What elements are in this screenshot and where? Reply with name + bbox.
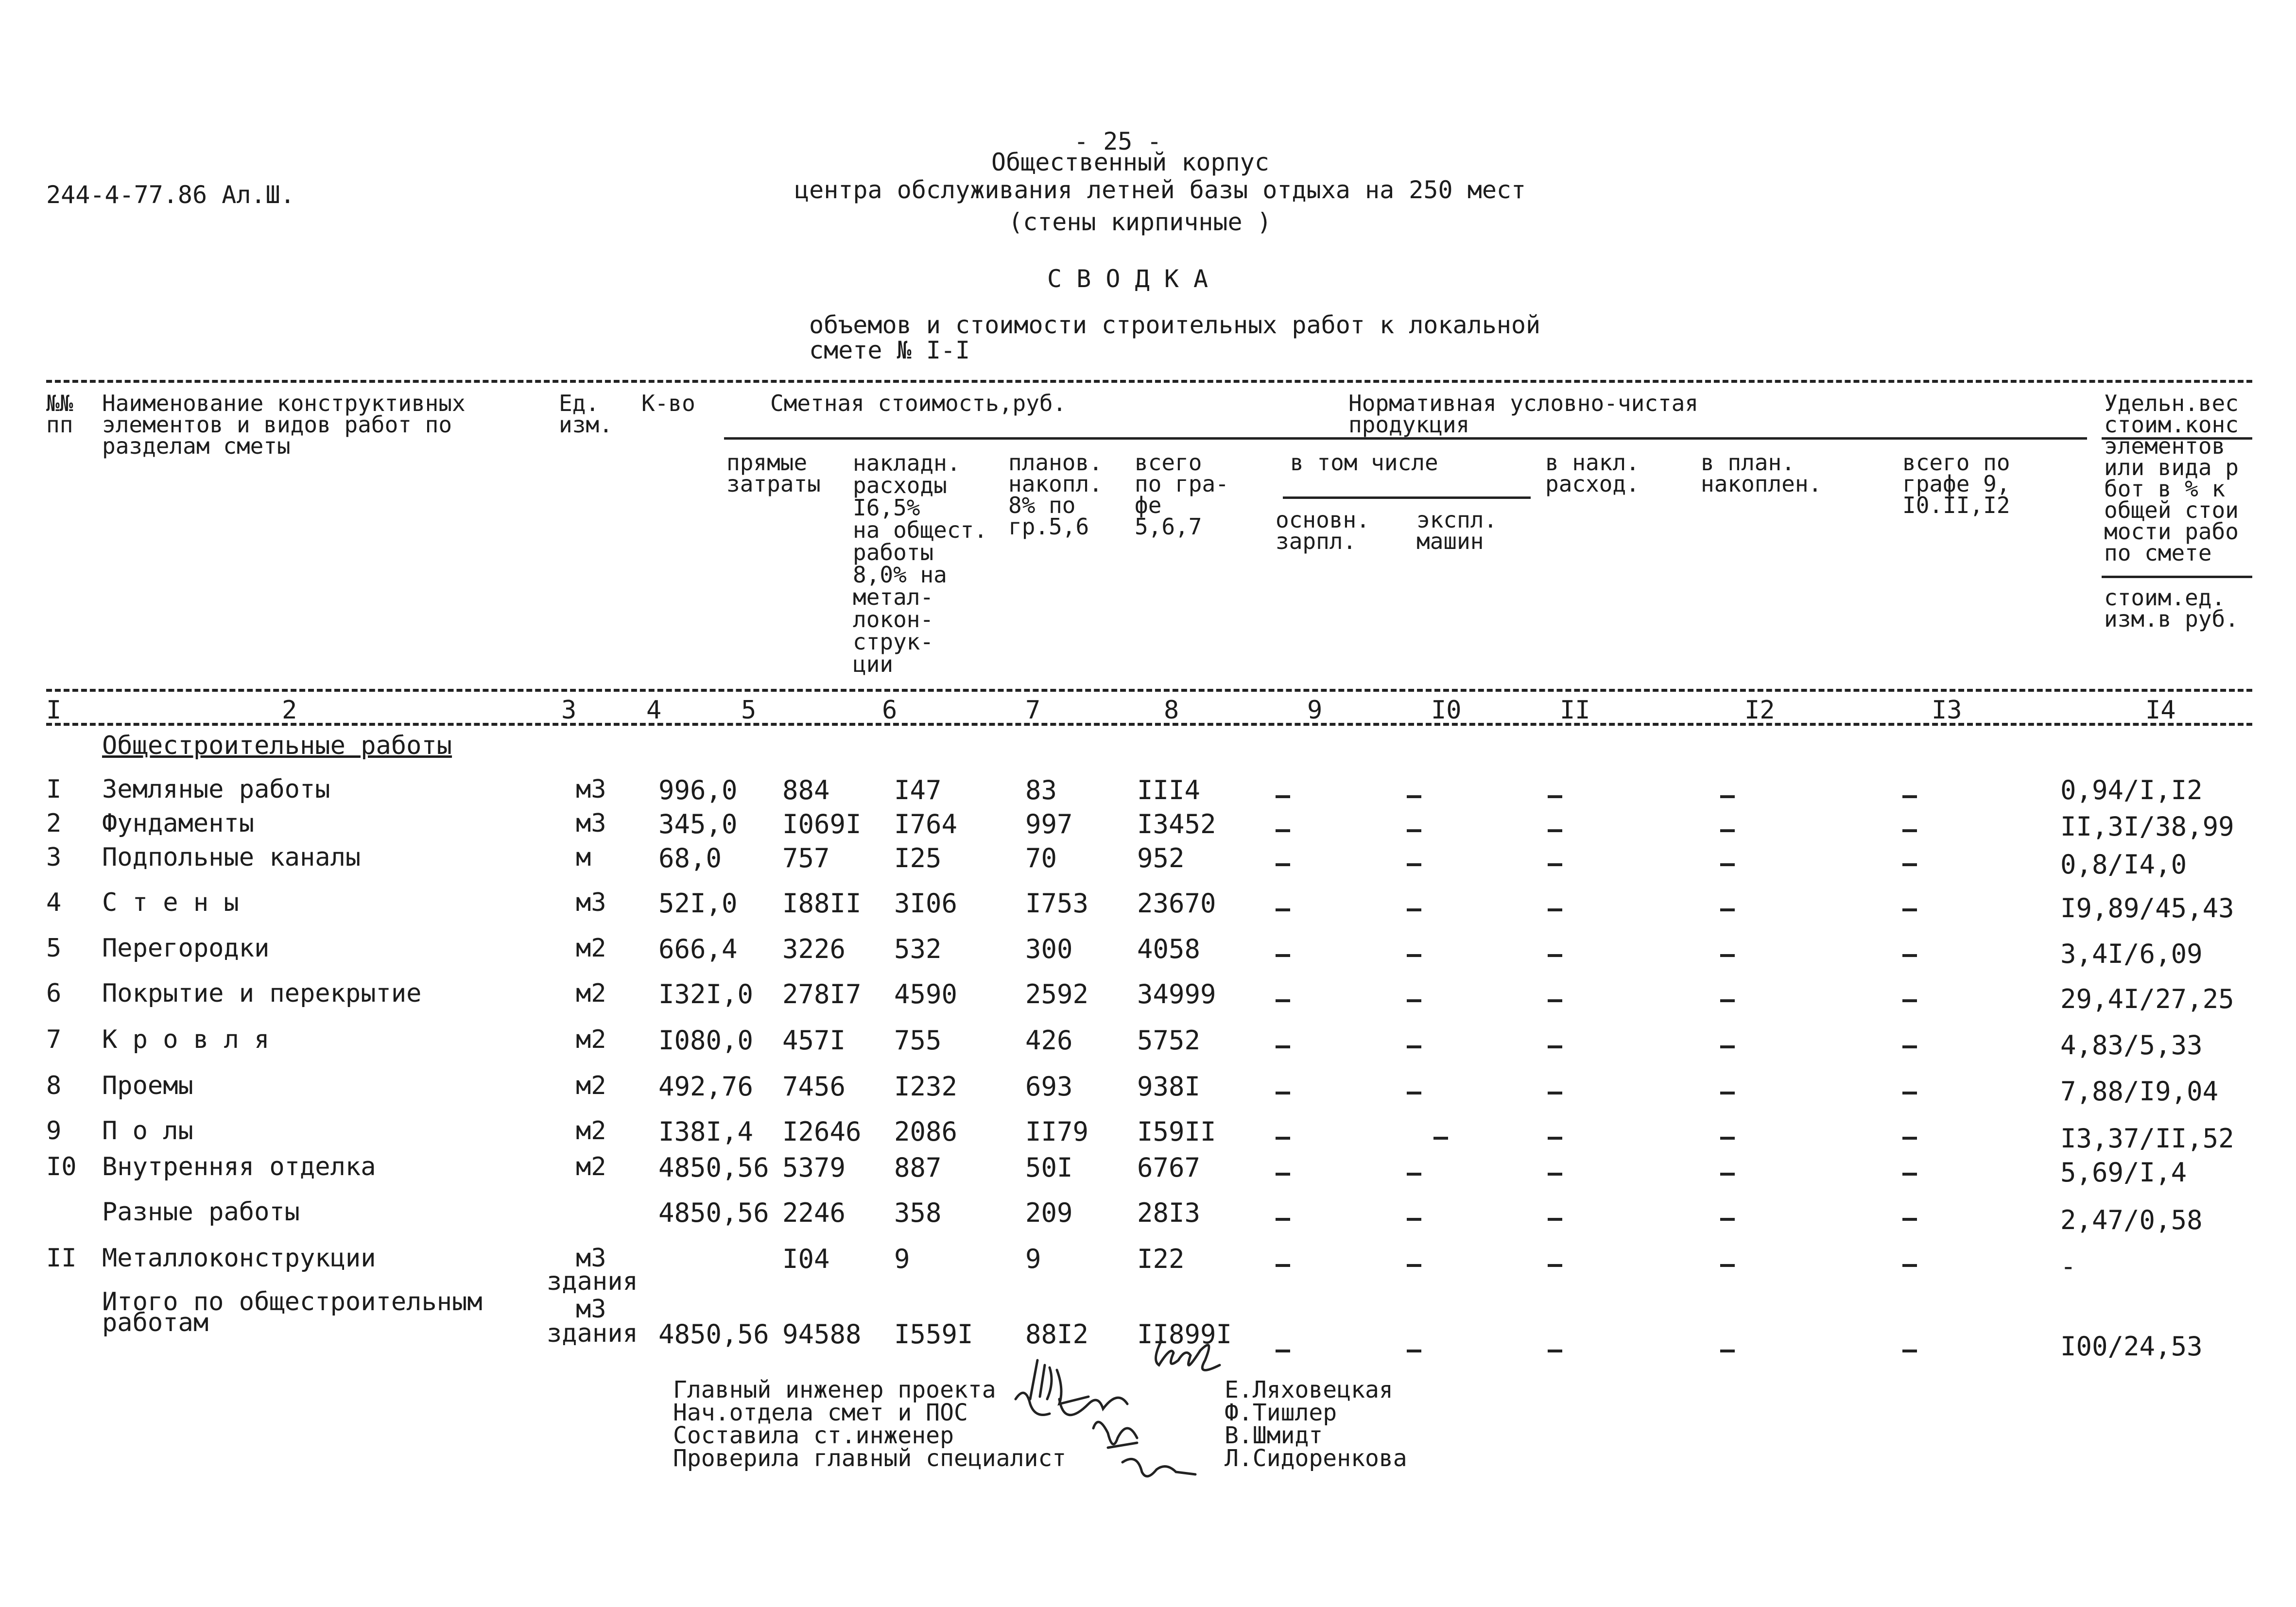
row-overhead: I764 (894, 809, 958, 839)
row-planned: 693 (1025, 1071, 1073, 1102)
header-machines: экспл. машин (1416, 507, 1498, 554)
total-direct: 94588 (782, 1319, 862, 1350)
empty-cell-dash (1276, 863, 1290, 866)
row-number: I (46, 775, 62, 804)
column-number: I (46, 696, 62, 725)
row-unit: м2 (576, 1071, 606, 1100)
header-wages: основн. зарпл. (1276, 507, 1370, 554)
empty-cell-dash (1720, 1264, 1735, 1267)
empty-cell-dash (1720, 1218, 1735, 1221)
empty-cell-dash (1548, 1264, 1562, 1267)
row-name: С т е н ы (102, 888, 239, 917)
header-direct: прямые затраты (726, 449, 821, 497)
row-total: 23670 (1137, 888, 1216, 919)
row-overhead: I232 (894, 1071, 958, 1102)
header-specific: Удельн.вес стоим.конс элементов или вида р бот в % к общей стои мости рабо по смете (2104, 390, 2239, 566)
total-qty: 4850,56 (658, 1319, 769, 1350)
empty-cell-dash (1720, 795, 1735, 798)
row-unit: м3 (576, 888, 606, 917)
column-number: 8 (1164, 696, 1179, 725)
column-number: 5 (741, 696, 757, 725)
column-number: I2 (1744, 696, 1775, 725)
incl-rule (1283, 496, 1531, 499)
total-name-line-2: работам (102, 1308, 209, 1337)
page-number: - 25 - (1074, 127, 1162, 155)
row-qty: 345,0 (658, 809, 738, 839)
subheading-line-1: объемов и стоимости строительных работ к локальной (809, 311, 1541, 339)
empty-cell-dash (1548, 1137, 1562, 1140)
row-overhead: I25 (894, 843, 942, 873)
empty-cell-dash (1548, 795, 1562, 798)
row-specific: 4,83/5,33 (2060, 1030, 2203, 1060)
empty-cell-dash (1407, 908, 1421, 911)
row-qty: 52I,0 (658, 888, 738, 919)
row-number: 8 (46, 1071, 62, 1100)
empty-cell-dash (1276, 1092, 1290, 1094)
row-unit: м2 (576, 1025, 606, 1054)
total-specific: I00/24,53 (2060, 1331, 2203, 1362)
row-number: 6 (46, 979, 62, 1008)
empty-cell-dash (1548, 908, 1562, 911)
title-line-3: (стены кирпичные ) (1008, 208, 1272, 236)
empty-cell-dash (1407, 999, 1421, 1002)
header-name: Наименование конструктивных элементов и видов работ по разделам сметы (102, 390, 466, 459)
row-specific: I9,89/45,43 (2060, 893, 2234, 923)
row-total: 5752 (1137, 1025, 1201, 1056)
row-planned: 83 (1025, 775, 1057, 805)
row-direct: 5379 (782, 1152, 846, 1183)
row-number: 5 (46, 934, 62, 963)
header-overhead: накладн. расходы I6,5% на общест. работы 8,0% на метал- локон- струк- ции (853, 450, 987, 677)
row-unit-line-2: здания (547, 1267, 638, 1296)
empty-cell-dash (1720, 863, 1735, 866)
empty-cell-dash (1548, 1092, 1562, 1094)
header-incl: в том числе (1290, 449, 1438, 476)
row-specific: - (2060, 1251, 2076, 1282)
header-norm-group: Нормативная условно-чистая продукция (1348, 390, 1699, 438)
row-total: I22 (1137, 1244, 1185, 1274)
row-total: 952 (1137, 843, 1185, 873)
empty-cell-dash (1720, 1045, 1735, 1048)
column-number: 9 (1307, 696, 1323, 725)
empty-cell-dash (1548, 829, 1562, 832)
total-unit-line-1: м3 (576, 1295, 606, 1324)
total-dash-9 (1276, 1350, 1290, 1352)
empty-cell-dash (1276, 1173, 1290, 1176)
row-number: I0 (46, 1152, 77, 1181)
row-planned: 50I (1025, 1152, 1073, 1183)
row-name: Покрытие и перекрытие (102, 979, 422, 1008)
row-direct: 2246 (782, 1197, 846, 1228)
total-sum: II899I (1137, 1319, 1232, 1350)
row-number: 3 (46, 843, 62, 872)
row-number: 4 (46, 888, 62, 917)
row-overhead: 2086 (894, 1116, 958, 1147)
row-qty: I32I,0 (658, 979, 754, 1009)
empty-cell-dash (1902, 999, 1917, 1002)
row-qty: 4850,56 (658, 1197, 769, 1228)
empty-cell-dash (1548, 954, 1562, 957)
row-specific: II,3I/38,99 (2060, 811, 2234, 842)
subheading-line-2: смете № I-I (809, 336, 970, 364)
handwritten-signatures (991, 1331, 1234, 1487)
row-name: Перегородки (102, 934, 270, 963)
empty-cell-dash (1902, 1173, 1917, 1176)
title-line-2: центра обслуживания летней базы отдыха на 250 мест (794, 176, 1526, 204)
row-qty: 996,0 (658, 775, 738, 805)
empty-cell-dash (1407, 795, 1421, 798)
row-name: К р о в л я (102, 1025, 270, 1054)
row-direct: 757 (782, 843, 830, 873)
row-name: Внутренняя отделка (102, 1152, 376, 1181)
row-number: 9 (46, 1116, 62, 1145)
row-unit: м3 (576, 809, 606, 838)
row-planned: 997 (1025, 809, 1073, 839)
column-number: I4 (2145, 696, 2176, 725)
row-qty: 68,0 (658, 843, 722, 873)
row-total: I59II (1137, 1116, 1216, 1147)
empty-cell-dash (1720, 1092, 1735, 1094)
empty-cell-dash (1902, 1218, 1917, 1221)
row-number: 7 (46, 1025, 62, 1054)
empty-cell-dash (1720, 999, 1735, 1002)
row-specific: I3,37/II,52 (2060, 1123, 2234, 1154)
row-planned: 426 (1025, 1025, 1073, 1056)
row-unit: м2 (576, 979, 606, 1008)
empty-cell-dash (1902, 1045, 1917, 1048)
row-specific: 2,47/0,58 (2060, 1205, 2203, 1235)
row-overhead: 358 (894, 1197, 942, 1228)
row-specific: 5,69/I,4 (2060, 1157, 2187, 1188)
total-name-line-1: Итого по общестроительным (102, 1287, 483, 1316)
empty-cell-dash (1902, 795, 1917, 798)
total-planned: 88I2 (1025, 1319, 1089, 1350)
empty-cell-dash (1720, 908, 1735, 911)
section-title: Общестроительные работы (102, 731, 452, 760)
empty-cell-dash (1902, 908, 1917, 911)
empty-cell-dash (1407, 1045, 1421, 1048)
row-planned: 209 (1025, 1197, 1073, 1228)
cost-group-rule (724, 437, 1288, 440)
table-top-rule (46, 380, 2252, 383)
signature-roles: Главный инженер проекта Нач.отдела смет и ПОС Составила ст.инженер Проверила главный специалист (673, 1376, 1067, 1472)
row-qty: I080,0 (658, 1025, 754, 1056)
total-unit-line-2: здания (547, 1319, 638, 1348)
row-number: II (46, 1244, 77, 1273)
row-unit: м3 (576, 775, 606, 804)
empty-cell-dash (1276, 829, 1290, 832)
column-number: 3 (561, 696, 577, 725)
row-specific: 3,4I/6,09 (2060, 939, 2203, 969)
row-total: 28I3 (1137, 1197, 1201, 1228)
row-planned: I753 (1025, 888, 1089, 919)
header-total-cols: всего по гра- фе 5,6,7 (1135, 449, 1229, 540)
header-in-overhead: в накл. расход. (1545, 449, 1640, 497)
row-overhead: 3I06 (894, 888, 958, 919)
row-direct: 7456 (782, 1071, 846, 1102)
row-specific: 29,4I/27,25 (2060, 984, 2234, 1014)
row-direct: 457I (782, 1025, 846, 1056)
row-specific: 7,88/I9,04 (2060, 1076, 2219, 1107)
empty-cell-dash (1276, 1137, 1290, 1140)
empty-cell-dash (1407, 863, 1421, 866)
row-direct: 278I7 (782, 979, 862, 1009)
empty-cell-dash (1276, 1264, 1290, 1267)
row-direct: I04 (782, 1244, 830, 1274)
row-overhead: 887 (894, 1152, 942, 1183)
total-overhead: I559I (894, 1319, 973, 1350)
row-name: Металлоконструкции (102, 1244, 376, 1273)
header-in-planned: в план. накоплен. (1701, 449, 1822, 497)
header-total-norm: всего по графе 9, I0.II,I2 (1902, 449, 2010, 518)
empty-cell-dash (1276, 1045, 1290, 1048)
row-total: 6767 (1137, 1152, 1201, 1183)
empty-cell-dash (1276, 908, 1290, 911)
column-number: 4 (646, 696, 662, 725)
empty-cell-dash (1902, 1137, 1917, 1140)
total-dash-11 (1548, 1350, 1562, 1352)
row-qty: I38I,4 (658, 1116, 754, 1147)
empty-cell-dash (1902, 829, 1917, 832)
header-unit-cost: стоим.ед. изм.в руб. (2104, 584, 2239, 632)
header-cost-group: Сметная стоимость,руб. (770, 390, 1067, 416)
empty-cell-dash (1548, 1045, 1562, 1048)
empty-cell-dash (1407, 1092, 1421, 1094)
row-planned: 300 (1025, 934, 1073, 964)
empty-cell-dash (1548, 999, 1562, 1002)
row-unit: м2 (576, 934, 606, 963)
column-number: 7 (1025, 696, 1041, 725)
row-total: 34999 (1137, 979, 1216, 1009)
header-bottom-rule (46, 689, 2252, 692)
empty-cell-dash (1407, 954, 1421, 957)
row-planned: 2592 (1025, 979, 1089, 1009)
empty-cell-dash (1433, 1137, 1448, 1140)
row-number: 2 (46, 809, 62, 838)
row-overhead: 532 (894, 934, 942, 964)
summary-heading: С В О Д К А (1047, 265, 1208, 293)
column-number: 6 (882, 696, 898, 725)
empty-cell-dash (1548, 1218, 1562, 1221)
row-total: I3452 (1137, 809, 1216, 839)
row-direct: I069I (782, 809, 862, 839)
row-unit: м2 (576, 1116, 606, 1145)
row-name: П о лы (102, 1116, 193, 1145)
empty-cell-dash (1276, 1218, 1290, 1221)
signature-names: Е.Ляховецкая Ф.Тишлер В.Шмидт Л.Сидоренкова (1225, 1376, 1407, 1472)
row-planned: 9 (1025, 1244, 1041, 1274)
row-direct: I88II (782, 888, 862, 919)
column-number: II (1560, 696, 1590, 725)
row-overhead: 9 (894, 1244, 910, 1274)
row-overhead: I47 (894, 775, 942, 805)
empty-cell-dash (1407, 1218, 1421, 1221)
row-name: Земляные работы (102, 775, 330, 804)
header-planned: планов. накопл. 8% по гр.5,6 (1008, 449, 1103, 540)
row-direct: I2646 (782, 1116, 862, 1147)
document-code: 244-4-77.86 Ал.Ш. (46, 181, 295, 209)
row-name: Подпольные каналы (102, 843, 361, 872)
empty-cell-dash (1720, 1173, 1735, 1176)
empty-cell-dash (1407, 1264, 1421, 1267)
row-total: 938I (1137, 1071, 1201, 1102)
row-name: Разные работы (102, 1197, 300, 1227)
header-unit: Ед. изм. (559, 390, 613, 438)
empty-cell-dash (1276, 999, 1290, 1002)
total-dash-13 (1902, 1350, 1917, 1352)
row-unit: м2 (576, 1152, 606, 1181)
empty-cell-dash (1720, 1137, 1735, 1140)
empty-cell-dash (1720, 954, 1735, 957)
row-specific: 0,94/I,I2 (2060, 775, 2203, 805)
row-planned: II79 (1025, 1116, 1089, 1147)
empty-cell-dash (1902, 1264, 1917, 1267)
column-number: I3 (1932, 696, 1962, 725)
header-num: №№ пп (46, 390, 73, 438)
empty-cell-dash (1720, 829, 1735, 832)
title-line-1: Общественный корпус (991, 148, 1269, 176)
empty-cell-dash (1276, 954, 1290, 957)
row-direct: 3226 (782, 934, 846, 964)
empty-cell-dash (1407, 1173, 1421, 1176)
column-number: 2 (282, 696, 297, 725)
empty-cell-dash (1902, 1092, 1917, 1094)
empty-cell-dash (1902, 863, 1917, 866)
row-qty: 4850,56 (658, 1152, 769, 1183)
row-unit: м3 (576, 1244, 606, 1273)
total-dash-12 (1720, 1350, 1735, 1352)
row-qty: 666,4 (658, 934, 738, 964)
empty-cell-dash (1548, 863, 1562, 866)
specific-sub-rule (2102, 576, 2252, 578)
column-number-rule (46, 723, 2252, 726)
row-total: III4 (1137, 775, 1201, 805)
row-overhead: 4590 (894, 979, 958, 1009)
header-qty: К-во (641, 390, 695, 416)
empty-cell-dash (1276, 795, 1290, 798)
row-total: 4058 (1137, 934, 1201, 964)
row-direct: 884 (782, 775, 830, 805)
row-planned: 70 (1025, 843, 1057, 873)
total-dash-10 (1407, 1350, 1421, 1352)
row-overhead: 755 (894, 1025, 942, 1056)
empty-cell-dash (1407, 829, 1421, 832)
row-name: Фундаменты (102, 809, 255, 838)
row-unit: м (576, 843, 591, 872)
row-qty: 492,76 (658, 1071, 754, 1102)
column-number: I0 (1431, 696, 1462, 725)
empty-cell-dash (1548, 1173, 1562, 1176)
empty-cell-dash (1902, 954, 1917, 957)
row-name: Проемы (102, 1071, 193, 1100)
row-specific: 0,8/I4,0 (2060, 849, 2187, 880)
